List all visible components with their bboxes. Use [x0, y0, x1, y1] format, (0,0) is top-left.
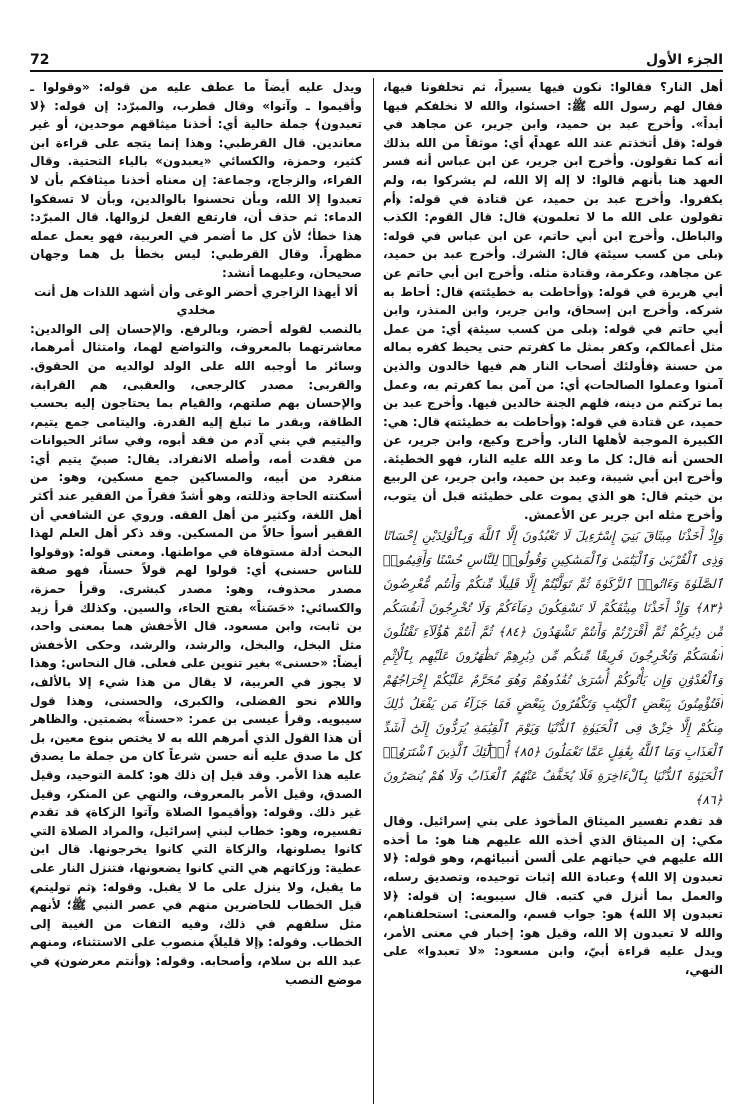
poem-verse: ألا أيهذا الزاجري أحضر الوغى وأن أشهد اللذات هل أنت مخلدي — [34, 284, 358, 318]
quran-verse-block: وَإِذْ أَخَذْنَا مِيثَاقَ بَنِيٓ إِسْرَٰٓءِيلَ لَا تَعْبُدُونَ إِلَّا ٱللَّهَ وَبِٱلْوَٰلِدَيْنِ إِحْسَانًا وَذِى ٱلْقُرْبَىٰ وَٱلْيَتَٰمَىٰ وَٱلْمَسَٰكِينِ وَقُولُوا۟ لِلنَّاسِ حُسْنًا وَأَقِيمُوا۟ ٱلصَّلَوٰةَ وَءَاتُوا۟ ٱلزَّكَوٰةَ ثُمَّ تَوَلَّيْتُمْ إِلَّا قَلِيلًا مِّنكُمْ وَأَنتُم مُّعْرِضُونَ ﴿٨٣﴾ وَإِذْ أَخَذْنَا مِيثَٰقَكُمْ لَا تَسْفِكُونَ دِمَآءَكُمْ وَلَا تُخْرِجُونَ أَنفُسَكُم مِّن دِيَٰرِكُمْ ثُمَّ أَقْرَرْتُمْ وَأَنتُمْ تَشْهَدُونَ ﴿٨٤﴾ ثُمَّ أَنتُمْ هَٰٓؤُلَآءِ تَقْتُلُونَ أَنفُسَكُمْ وَتُخْرِجُونَ فَرِيقًا مِّنكُم مِّن دِيَٰرِهِمْ تَظَٰهَرُونَ عَلَيْهِم بِٱلْإِثْمِ وَٱلْعُدْوَٰنِ وَإِن يَأْتُوكُمْ أُسَٰرَىٰ تُفَٰدُوهُمْ وَهُوَ مُحَرَّمٌ عَلَيْكُمْ إِخْرَاجُهُمْ أَفَتُؤْمِنُونَ بِبَعْضِ ٱلْكِتَٰبِ وَتَكْفُرُونَ بِبَعْضٍ فَمَا جَزَآءُ مَن يَفْعَلُ ذَٰلِكَ مِنكُمْ إِلَّا خِزْىٌ فِى ٱلْحَيَوٰةِ ٱلدُّنْيَا وَيَوْمَ ٱلْقِيَٰمَةِ يُرَدُّونَ إِلَىٰٓ أَشَدِّ ٱلْعَذَابِ وَمَا ٱللَّهُ بِغَٰفِلٍ عَمَّا تَعْمَلُونَ ﴿٨٥﴾ أُو۟لَٰٓئِكَ ٱلَّذِينَ ٱشْتَرَوُا۟ ٱلْحَيَوٰةَ ٱلدُّنْيَا بِٱلْءَاخِرَةِ فَلَا يُخَفَّفُ عَنْهُمُ ٱلْعَذَابُ وَلَا هُمْ يُنصَرُونَ ﴿٨٦﴾ — [383, 528, 723, 808]
left-column — [30, 78, 362, 1104]
paragraph: ويدل عليه أيضاً ما عطف عليه من قوله: «وقولوا ـ وأقيموا ـ وآتوا» وقال قطرب، والمبرّد: إن قوله: ﴿لا تعبدون﴾ جملة حالية أي: أخذنا ميثاقهم موحدين، أو غير معاندين. قال القرطبي: وهذا إنما يتجه على قراءة ابن كثير، وحمزة، والكسائي «يعبدون» بالياء التحتية. وقال الفراء، والزجاج، وجماعة: إن معناه أخذنا ميثاقكم بأن لا تعبدوا إلا الله، وبأن تحسنوا بالوالدين، وبأن لا تسفكوا الدماء: ثم حذف أن، فارتفع الفعل لزوالها. قال المبرّد: هذا خطأ؛ لأن كل ما أضمر في العربية، فهو يعمل عمله مظهراً. وقال القرطبي: ليس بخطأ بل هما وجهان صحيحان، وعليهما أنشد: — [30, 80, 362, 280]
page-number: 72 — [30, 52, 50, 68]
running-title: الجزء الأول — [646, 52, 723, 68]
paragraph: قد تقدم تفسير الميثاق المأخوذ على بني إسرائيل. وقال مكي: إن الميثاق الذي أخذه الله عليهم هنا هو: ما أخذه الله عليهم في حياتهم على ألسن أنبيائهم، وهو قوله: ﴿لا تعبدون إلا الله﴾ وعبادة الله إثبات توحيده، وتصديق رسله، والعمل بما أنزل في كتبه. قال سيبويه: إن قوله: ﴿لا تعبدون إلا الله﴾ هو: جواب قسم، والمعنى: استحلفناهم، والله لا تعبدون إلا الله، وقيل هو: إخبار في معنى الأمر، ويدل عليه قراءة أبيّ، وابن مسعود: «لا تعبدوا» على النهي، — [383, 814, 723, 977]
header-rule — [30, 70, 723, 72]
right-column — [383, 78, 723, 1104]
paragraph: بالنصب لقوله أحضر، وبالرفع. والإحسان إلى الوالدين: معاشرتهما بالمعروف، والتواضع لهما، وامتثال أمرهما، وسائر ما أوجبه الله على الولد لوالديه من الحقوق. والقربى: مصدر كالرجعى، والعقبى، هم القرابة، والإحسان بهم صلتهم، والقيام بما يحتاجون إليه بحسب الطاقة، وبقدر ما تبلغ إليه القدرة. واليتامى جمع يتيم، واليتيم في بني آدم من فقد أبوه، وفي سائر الحيوانات من فقدت أمه، وأصله الانفراد. يقال: صبيّ يتيم أي: منفرد من أبيه، والمساكين جمع مسكين، وهو: من أسكنته الحاجة وذللته، وهو أشدّ فقراً من الفقير عند أكثر أهل اللغة، وكثير من أهل الفقه. وروي عن الشافعي أن الفقير أسوأ حالاً من المسكين. وقد ذكر أهل العلم لهذا البحث أدلة مستوفاة في مواطنها. ومعنى قوله: ﴿وقولوا للناس حسنى﴾ أي: قولوا لهم قولاً حسناً، فهو صفة مصدر محذوف، وهو: مصدر كبشرى. وقرأ حمزة، والكسائي: «حَسَناً» بفتح الحاء، والسين. وكذلك قرأ زيد بن ثابت، وابن مسعود. قال الأخفش هما بمعنى واحد، مثل البخل، والبخل، والرشد، والرشد، وحكى الأخفش أيضاً: «حسنى» بغير تنوين على فعلى. قال النحاس: وهذا لا يجوز في العربية، لا يقال من هذا شيء إلا بالألف، واللام نحو الفضلى، والكبرى، والحسنى، وهذا قول سيبويه. وقرأ عيسى بن عمر: «حسناً» بضمتين. والظاهر أن هذا القول الذي أمرهم الله به لا يختص بنوع معين، بل كل ما صدق عليه أنه حسن شرعاً كان من جملة ما يصدق عليه هذا الأمر. وقد قيل إن ذلك هو: كلمة التوحيد، وقيل الصدق، وقيل الأمر بالمعروف، والنهي عن المنكر، وقيل غير ذلك. وقوله: ﴿وأقيموا الصلاة وآتوا الزكاة﴾ قد تقدم تفسيره، وهو: خطاب لبني إسرائيل، والمراد الصلاة التي كانوا يصلونها، والزكاة التي كانوا يخرجونها. قال ابن عطية: وزكاتهم هي التي كانوا يضعونها، فتنزل النار على ما يقبل، ولا ينزل على ما لا يقبل. وقوله: ﴿ثم توليتم﴾ قيل الخطاب للحاضرين منهم في عصر النبي ﷺ؛ لأنهم مثل سلفهم في ذلك، وفيه التفات من الغيبة إلى الخطاب. وقوله: ﴿إلا قليلاً﴾ منصوب على الاستثناء، ومنهم عبد الله بن سلام، وأصحابه. وقوله: ﴿وأنتم معرضون﴾ في موضع النصب — [30, 321, 362, 987]
page-header — [30, 38, 723, 68]
paragraph: أهل النار؟ فقالوا: نكون فيها يسيراً، ثم تخلفونا فيها، فقال لهم رسول الله ﷺ: اخسئوا، والله لا نخلفكم فيها أبداً». وأخرج عبد بن حميد، وابن جرير، عن مجاهد في قوله: ﴿قل أتخذتم عند الله عهداً﴾ أي: موثقاً من الله بذلك أنه كما تقولون. وأخرج ابن جرير، عن ابن عباس أنه فسر العهد هنا بأنهم قالوا: لا إله إلا الله، لم يشركوا به، ولم يكفروا. وأخرج عبد بن حميد، عن قتادة في قوله: ﴿أم تقولون على الله ما لا تعلمون﴾ قال: قال القوم: الكذب والباطل. وأخرج ابن أبي حاتم، عن ابن عباس في قوله: ﴿بلى من كسب سيئة﴾ قال: الشرك. وأخرج عبد بن حميد، عن مجاهد، وعكرمة، وقتادة مثله. وأخرج ابن أبي حاتم عن أبي هريرة في قوله: ﴿وأحاطت به خطيئته﴾ قال: أحاط به شركه. وأخرج ابن إسحاق، وابن جرير، وابن المنذر، وابن أبي حاتم في قوله: ﴿بلى من كسب سيئة﴾ أي: من عمل مثل أعمالكم، وكفر بمثل ما كفرتم حتى يحيط كفره بماله من حسنة ﴿فأولئك أصحاب النار هم فيها خالدون والذين آمنوا وعملوا الصالحات﴾ أي: من آمن بما كفرتم به، وعمل بما تركتم من دينه، فلهم الجنة خالدين فيها. وأخرج عبد بن حميد، عن قتادة في قوله: ﴿وأحاطت به خطيئته﴾ قال: هي: الكبيرة الموجبة لأهلها النار. وأخرج وكيع، وابن جرير، عن الحسن أنه قال: كل ما وعد الله عليه النار، فهو الخطيئة. وأخرج ابن أبي شيبة، وعبد بن حميد، وابن جرير، عن الربيع بن خيثم قال: هو الذي يموت على خطيئته قبل أن يتوب، وأخرج مثله ابن جرير عن الأعمش. — [383, 80, 723, 522]
column-divider — [373, 78, 374, 1104]
